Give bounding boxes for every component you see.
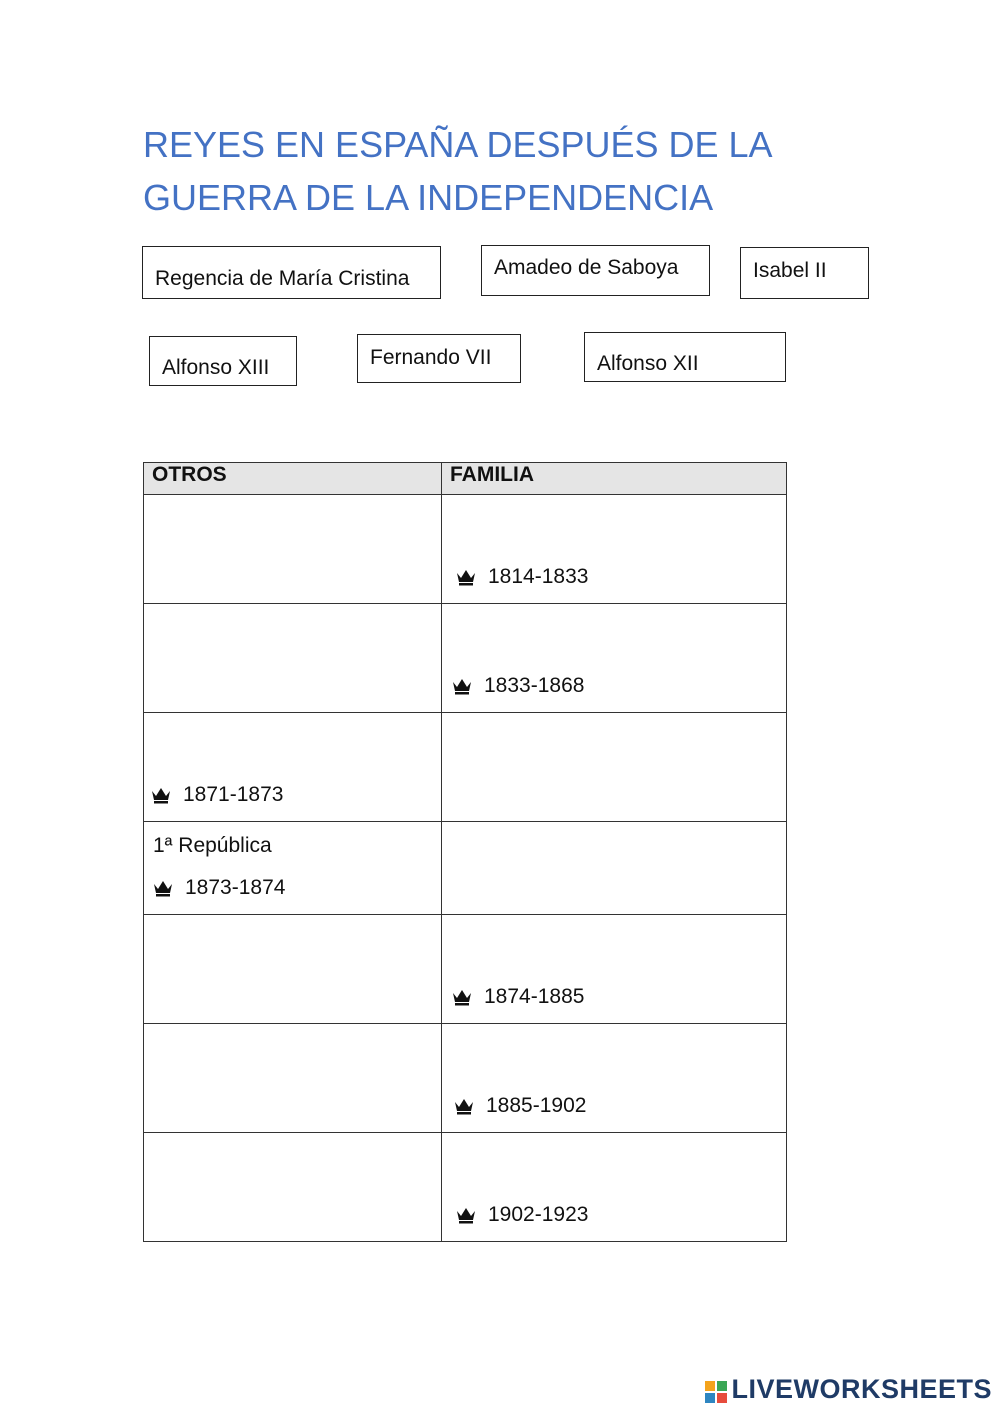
table-row	[144, 1133, 787, 1242]
kings-table	[143, 462, 787, 1242]
drop-slot-otros[interactable]	[144, 713, 441, 821]
drag-option-alfonso-xiii[interactable]: Alfonso XIII	[149, 336, 297, 386]
drop-slot-otros[interactable]	[144, 604, 441, 712]
reign-dates: 1833-1868	[452, 674, 584, 698]
table-row	[144, 1024, 787, 1133]
crown-icon	[454, 1097, 474, 1115]
page-title: REYES EN ESPAÑA DESPUÉS DE LA GUERRA DE LA INDEPENDENCIA	[143, 124, 771, 218]
drop-slot-otros[interactable]	[144, 915, 441, 1023]
drop-slot-familia[interactable]	[442, 1024, 786, 1132]
republic-label: 1ª República	[153, 834, 272, 857]
liveworksheets-logo[interactable]	[705, 1374, 992, 1405]
drag-option-alfonso-xii[interactable]: Alfonso XII	[584, 332, 786, 382]
liveworksheets-logo-icon	[705, 1379, 727, 1401]
crown-icon	[452, 677, 472, 695]
drop-slot-otros[interactable]	[144, 1133, 441, 1241]
drop-slot-familia[interactable]	[442, 1133, 786, 1241]
header-otros: OTROS	[144, 463, 442, 495]
table-row	[144, 495, 787, 604]
drag-option-regencia-maria-cristina[interactable]: Regencia de María Cristina	[142, 246, 441, 299]
drag-option-isabel-ii[interactable]: Isabel II	[740, 247, 869, 299]
brand-text: LIVEWORKSHEETS	[731, 1374, 992, 1404]
drop-slot-familia[interactable]	[442, 822, 786, 914]
reign-dates: 1814-1833	[456, 565, 588, 589]
table-row	[144, 604, 787, 713]
reign-dates: 1885-1902	[454, 1094, 586, 1118]
reign-dates: 1902-1923	[456, 1203, 588, 1227]
crown-icon	[151, 786, 171, 804]
drop-slot-otros[interactable]	[144, 495, 441, 603]
drop-slot-familia[interactable]	[442, 915, 786, 1023]
crown-icon	[456, 1206, 476, 1224]
drag-option-amadeo-de-saboya[interactable]: Amadeo de Saboya	[481, 245, 710, 296]
drop-slot-familia[interactable]	[442, 495, 786, 603]
drag-option-fernando-vii[interactable]: Fernando VII	[357, 334, 521, 383]
drop-slot-familia[interactable]	[442, 713, 786, 821]
crown-icon	[456, 568, 476, 586]
crown-icon	[153, 879, 173, 897]
table-row	[144, 822, 787, 915]
drop-slot-familia[interactable]	[442, 604, 786, 712]
table-row	[144, 915, 787, 1024]
crown-icon	[452, 988, 472, 1006]
reign-dates: 1874-1885	[452, 985, 584, 1009]
header-familia: FAMILIA	[442, 463, 787, 495]
drop-slot-otros[interactable]	[144, 1024, 441, 1132]
table-row	[144, 713, 787, 822]
reign-dates: 1873-1874	[153, 876, 285, 900]
drop-slot-otros[interactable]	[144, 822, 441, 914]
reign-dates: 1871-1873	[151, 783, 283, 807]
